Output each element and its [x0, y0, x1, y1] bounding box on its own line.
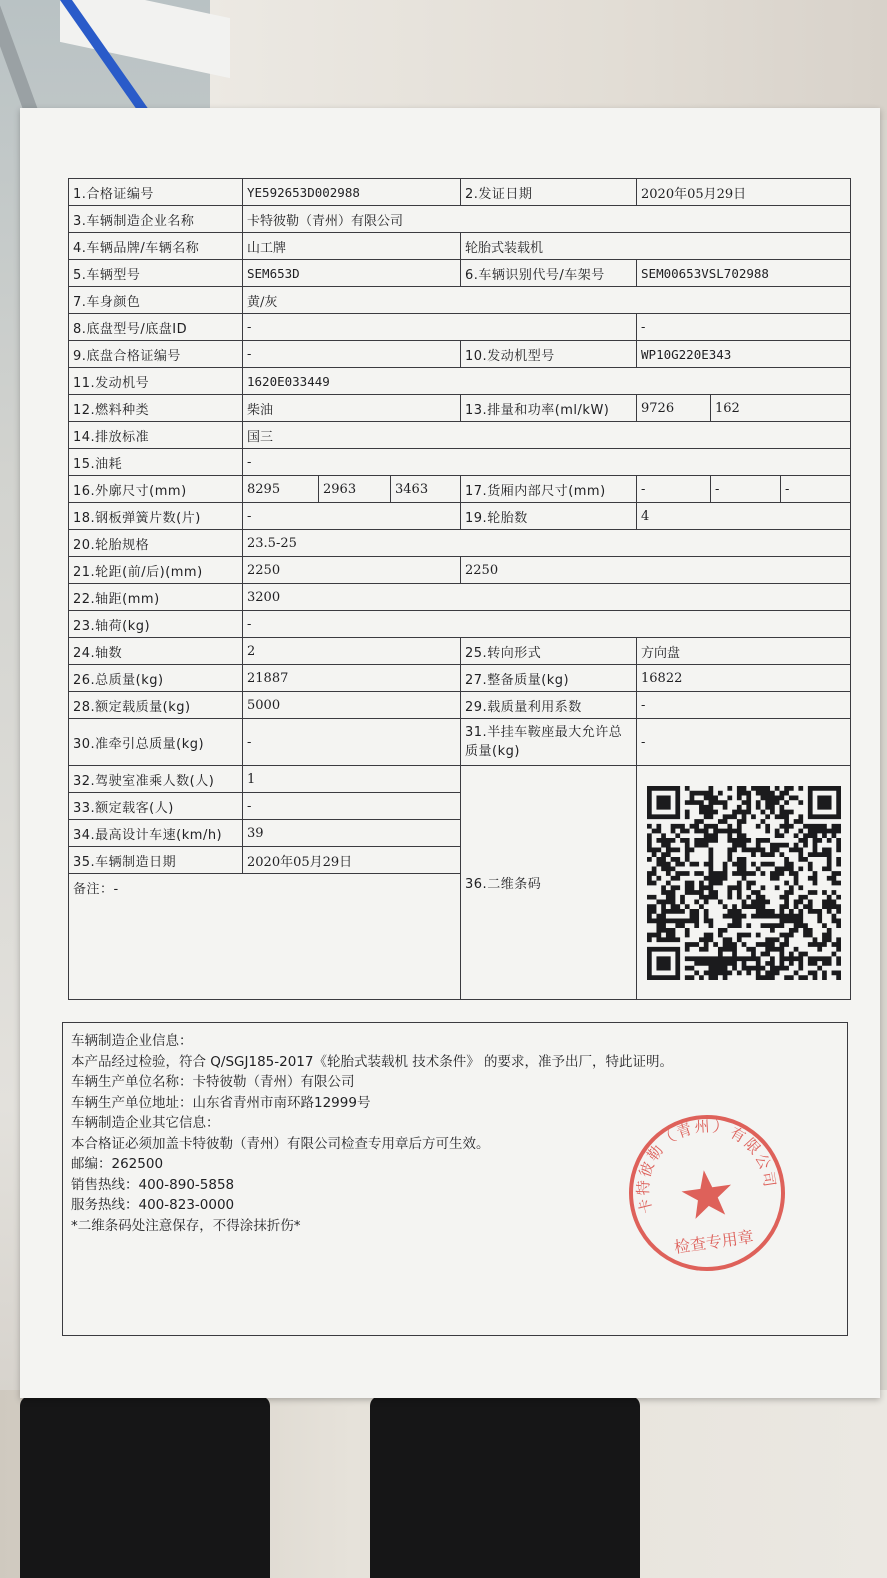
certificate-number: YE592653D002988	[243, 179, 461, 206]
front-track: 2250	[243, 557, 461, 584]
field-label: 20.轮胎规格	[69, 530, 243, 557]
wheelbase: 3200	[243, 584, 851, 611]
table-row	[69, 314, 851, 341]
field-label: 8.底盘型号/底盘ID	[69, 314, 243, 341]
power-value: 162	[711, 395, 851, 422]
passenger-capacity: -	[243, 793, 461, 820]
max-speed: 39	[243, 820, 461, 847]
saddle-mass: -	[637, 719, 851, 766]
table-row	[69, 719, 851, 766]
rated-load: 5000	[243, 692, 461, 719]
field-label: 5.车辆型号	[69, 260, 243, 287]
field-label: 32.驾驶室准乘人数(人)	[69, 766, 243, 793]
axle-count: 2	[243, 638, 461, 665]
dimension-height: 3463	[391, 476, 461, 503]
table-row	[69, 449, 851, 476]
stamp-ring-text: 卡特彼勒（青州）有限公司	[634, 1117, 779, 1216]
info-line: 本合格证必须加盖卡特彼勒（青州）有限公司检查专用章后方可生效。	[71, 1135, 490, 1152]
certificate-table	[68, 178, 851, 1000]
fuel-type: 柴油	[243, 395, 461, 422]
vehicle-name: 轮胎式装载机	[461, 233, 851, 260]
field-label: 33.额定载客(人)	[69, 793, 243, 820]
table-row	[69, 422, 851, 449]
qr-code	[647, 786, 841, 980]
table-row	[69, 692, 851, 719]
field-label: 24.轴数	[69, 638, 243, 665]
desk-background	[210, 0, 887, 120]
table-row	[69, 557, 851, 584]
displacement-value: 9726	[637, 395, 711, 422]
manufacture-date: 2020年05月29日	[243, 847, 461, 874]
field-label: 22.轴距(mm)	[69, 584, 243, 611]
table-row	[69, 287, 851, 314]
table-row	[69, 766, 851, 793]
info-line: 车辆制造企业其它信息：	[71, 1115, 220, 1131]
right-leg	[370, 1396, 640, 1578]
info-line: 车辆制造企业信息：	[71, 1033, 193, 1049]
field-label: 12.燃料种类	[69, 395, 243, 422]
table-row	[69, 206, 851, 233]
field-label: 6.车辆识别代号/车架号	[461, 260, 637, 287]
field-label: 9.底盘合格证编号	[69, 341, 243, 368]
tire-spec: 23.5-25	[243, 530, 851, 557]
table-row	[69, 638, 851, 665]
table-row	[69, 260, 851, 287]
field-label: 30.准牵引总质量(kg)	[69, 719, 243, 766]
vehicle-model: SEM653D	[243, 260, 461, 287]
table-row	[69, 584, 851, 611]
field-label: 23.轴荷(kg)	[69, 611, 243, 638]
info-line: 车辆生产单位地址：山东省青州市南环路12999号	[71, 1094, 371, 1111]
manufacturer-name: 卡特彼勒（青州）有限公司	[243, 206, 851, 233]
info-line: 邮编：262500	[71, 1156, 164, 1172]
field-label: 25.转向形式	[461, 638, 637, 665]
table-row	[69, 530, 851, 557]
info-line: 本产品经过检验，符合 Q/SGJ185-2017《轮胎式装载机 技术条件》 的要求，准予出厂，特此证明。	[71, 1053, 674, 1070]
vehicle-brand: 山工牌	[243, 233, 461, 260]
table-row	[69, 233, 851, 260]
engine-model: WP10G220E343	[637, 341, 851, 368]
leaf-spring-count: -	[243, 503, 461, 530]
field-label: 1.合格证编号	[69, 179, 243, 206]
axle-load: -	[243, 611, 851, 638]
steering-type: 方向盘	[637, 638, 851, 665]
table-row	[69, 476, 851, 503]
emission-standard: 国三	[243, 422, 851, 449]
field-label: 34.最高设计车速(km/h)	[69, 820, 243, 847]
field-label: 14.排放标准	[69, 422, 243, 449]
field-label: 35.车辆制造日期	[69, 847, 243, 874]
info-line: *二维条码处注意保存，不得涂抹折伤*	[71, 1217, 301, 1234]
field-label: 27.整备质量(kg)	[461, 665, 637, 692]
table-row	[69, 611, 851, 638]
field-label: 3.车辆制造企业名称	[69, 206, 243, 233]
field-label: 18.钢板弹簧片数(片)	[69, 503, 243, 530]
field-label: 2.发证日期	[461, 179, 637, 206]
field-label: 21.轮距(前/后)(mm)	[69, 557, 243, 584]
cargo-width: -	[711, 476, 781, 503]
total-mass: 21887	[243, 665, 461, 692]
field-label: 13.排量和功率(ml/kW)	[461, 395, 637, 422]
star-icon	[679, 1167, 735, 1221]
chassis-model: -	[243, 314, 637, 341]
field-label: 16.外廓尺寸(mm)	[69, 476, 243, 503]
info-line: 车辆生产单位名称：卡特彼勒（青州）有限公司	[71, 1074, 355, 1090]
field-label: 4.车辆品牌/车辆名称	[69, 233, 243, 260]
field-label: 10.发动机型号	[461, 341, 637, 368]
field-label: 31.半挂车鞍座最大允许总质量(kg)	[461, 719, 637, 766]
field-label: 15.油耗	[69, 449, 243, 476]
table-row	[69, 341, 851, 368]
table-row	[69, 665, 851, 692]
rear-track: 2250	[461, 557, 851, 584]
field-label: 19.轮胎数	[461, 503, 637, 530]
qr-code-label: 36.二维条码	[461, 766, 637, 1000]
dimension-width: 2963	[319, 476, 391, 503]
chassis-certificate-number: -	[243, 341, 461, 368]
cab-capacity: 1	[243, 766, 461, 793]
load-utilization: -	[637, 692, 851, 719]
field-label: 7.车身颜色	[69, 287, 243, 314]
chassis-id: -	[637, 314, 851, 341]
field-label: 11.发动机号	[69, 368, 243, 395]
info-line: 服务热线：400-823-0000	[71, 1197, 235, 1213]
qr-code-cell	[637, 766, 851, 1000]
cargo-height: -	[781, 476, 851, 503]
field-label: 28.额定载质量(kg)	[69, 692, 243, 719]
remark: 备注：-	[69, 874, 461, 1000]
table-row	[69, 179, 851, 206]
towing-mass: -	[243, 719, 461, 766]
vin-number: SEM00653VSL702988	[637, 260, 851, 287]
info-line: 销售热线：400-890-5858	[71, 1176, 235, 1193]
inspection-stamp	[611, 1097, 803, 1289]
table-row	[69, 503, 851, 530]
table-row	[69, 395, 851, 422]
body-color: 黄/灰	[243, 287, 851, 314]
table-row	[69, 368, 851, 395]
stamp-center-text: 检查专用章	[672, 1227, 755, 1257]
fuel-consumption: -	[243, 449, 851, 476]
left-leg	[20, 1396, 270, 1578]
field-label: 26.总质量(kg)	[69, 665, 243, 692]
tire-count: 4	[637, 503, 851, 530]
issue-date: 2020年05月29日	[637, 179, 851, 206]
curb-mass: 16822	[637, 665, 851, 692]
engine-number: 1620E033449	[243, 368, 851, 395]
certificate-sheet	[20, 108, 880, 1398]
field-label: 29.载质量利用系数	[461, 692, 637, 719]
cargo-length: -	[637, 476, 711, 503]
dimension-length: 8295	[243, 476, 319, 503]
field-label: 17.货厢内部尺寸(mm)	[461, 476, 637, 503]
